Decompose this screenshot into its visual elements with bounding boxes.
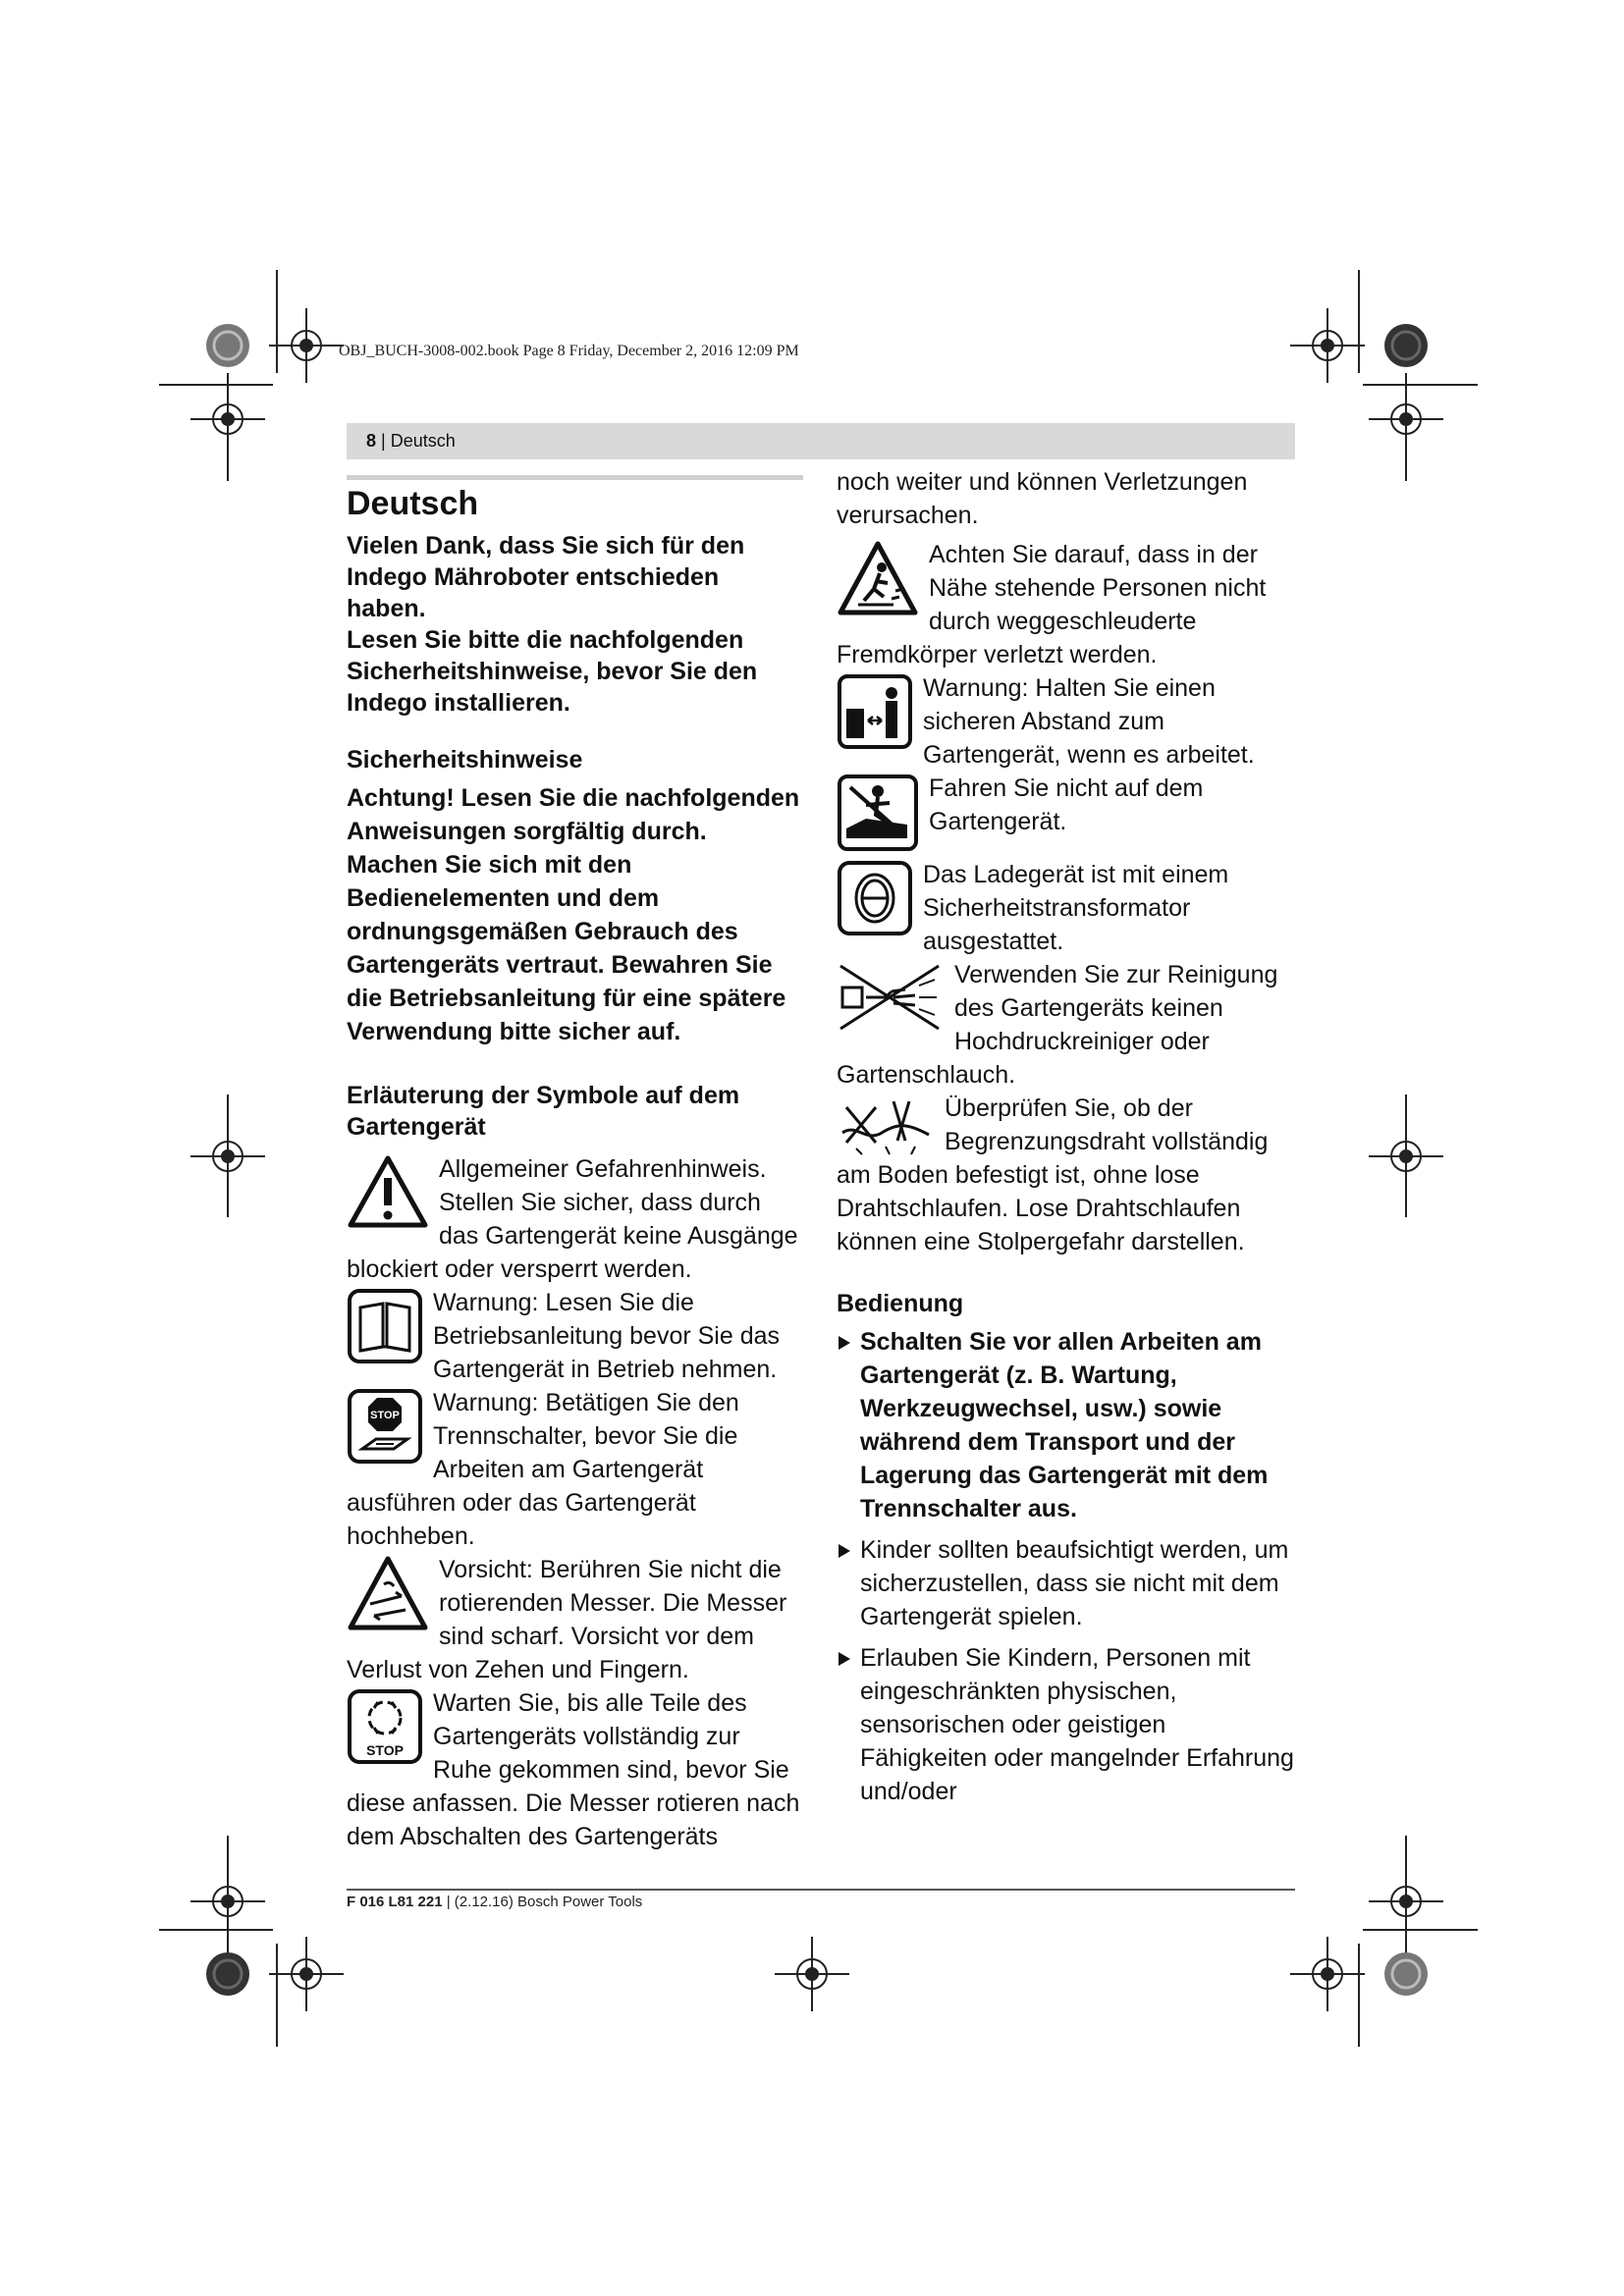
symbol-text: Vorsicht: Berühren Sie nicht die rotierenden Messer. Die Messer sind scharf. Vorsicht vor dem Verlust von Zehen und Fingern. [347, 1556, 787, 1684]
footer-rule [347, 1889, 1295, 1891]
bullet-arrow-icon [839, 1336, 850, 1350]
wait-stop-icon [347, 1688, 423, 1765]
bullet-arrow-icon [839, 1544, 850, 1558]
page-header-separator: | [376, 431, 391, 451]
symbol-text: Überprüfen Sie, ob der Begrenzungsdraht vollständig am Boden befestigt ist, ohne lose Drahtschlaufen. Lose Drahtschlaufen können eine Stolpergefahr darstellen. [837, 1095, 1269, 1255]
intro-thanks: Vielen Dank, dass Sie sich für den Indego Mähroboter entschieden haben. [347, 532, 745, 623]
symbol-text: Warnung: Halten Sie einen sicheren Abstand zum Gartengerät, wenn es arbeitet. [923, 674, 1255, 769]
symbol-entry [837, 1092, 1295, 1258]
symbol-entry [347, 1686, 803, 1853]
operation-bullet [837, 1325, 1295, 1525]
no-riding-icon [837, 774, 919, 852]
page-number: 8 [366, 431, 377, 451]
symbol-entry [347, 1286, 803, 1386]
warning-triangle-icon [347, 1154, 429, 1229]
operation-bullet [837, 1533, 1295, 1633]
operation-bullet [837, 1641, 1295, 1808]
symbol-text: Das Ladegerät ist mit einem Sicherheitstransformator ausgestattet. [923, 861, 1229, 955]
footer-info: | (2.12.16) Bosch Power Tools [442, 1894, 643, 1910]
symbol-entry [347, 1553, 803, 1686]
manual-book-icon [347, 1288, 423, 1364]
symbol-text: Warnung: Lesen Sie die Betriebsanleitung bevor Sie das Gartengerät in Betrieb nehmen. [433, 1289, 781, 1384]
symbol-text: Warnung: Betätigen Sie den Trennschalter, bevor Sie die Arbeiten am Gartengerät ausführen oder das Gartengerät hochheben. [347, 1389, 739, 1551]
safe-distance-icon [837, 673, 913, 750]
stop-switch-icon [347, 1388, 423, 1465]
operation-heading: Bedienung [837, 1290, 964, 1317]
symbol-entry [837, 671, 1295, 772]
svg-text:STOP: STOP [366, 1742, 404, 1759]
page-header-language: Deutsch [390, 431, 456, 451]
thrown-objects-icon [837, 540, 919, 616]
page-footer [347, 1894, 642, 1910]
symbol-text: Verwenden Sie zur Reinigung des Gartengeräts keinen Hochdruckreiniger oder Gartenschlauch. [837, 961, 1278, 1089]
rotating-blade-icon [347, 1555, 429, 1631]
symbol-entry [837, 538, 1295, 671]
symbol-text: Fahren Sie nicht auf dem Gartengerät. [929, 774, 1204, 835]
right-column [837, 465, 1295, 1816]
symbol-entry [347, 1386, 803, 1553]
symbol-text: Achten Sie darauf, dass in der Nähe stehende Personen nicht durch weggeschleuderte Fremdkörper verletzt werden. [837, 541, 1267, 668]
bullet-text: Kinder sollten beaufsichtigt werden, um sicherzustellen, dass sie nicht mit dem Gartengerät spielen. [860, 1536, 1289, 1630]
symbol-entry [837, 958, 1295, 1092]
symbol-entry [837, 772, 1295, 852]
boundary-wire-icon [837, 1094, 935, 1158]
symbol-entry [347, 1152, 803, 1286]
page-header [366, 431, 456, 452]
left-column [347, 465, 803, 1853]
page-title: Deutsch [347, 485, 479, 522]
symbol-text: Allgemeiner Gefahrenhinweis. Stellen Sie sicher, dass durch das Gartengerät keine Ausgänge blockiert oder versperrt werden. [347, 1155, 798, 1284]
section-rule [347, 475, 803, 480]
symbols-heading: Erläuterung der Symbole auf dem Gartengerät [347, 1082, 740, 1142]
bullet-text: Schalten Sie vor allen Arbeiten am Gartengerät (z. B. Wartung, Werkzeugwechsel, usw.) sowie während dem Transport und der Lagerung das Gartengerät mit dem Trennschalter aus. [860, 1328, 1269, 1522]
intro-read-safety: Lesen Sie bitte die nachfolgenden Sicherheitshinweise, bevor Sie den Indego installieren. [347, 626, 758, 718]
svg-text:STOP: STOP [370, 1410, 400, 1422]
no-pressure-washer-icon [837, 960, 945, 1033]
safety-transformer-icon [837, 860, 913, 936]
symbol-entry [837, 858, 1295, 958]
page-header-band [347, 423, 1295, 459]
attention-paragraph: Achtung! Lesen Sie die nachfolgenden Anweisungen sorgfältig durch. Machen Sie sich mit den Bedienelementen und dem ordnungsgemäßen Gebrauch des Gartengeräts vertraut. Bewahren Sie die Betriebsanleitung für eine spätere Verwendung bitte sicher auf. [347, 784, 800, 1046]
print-file-header: OBJ_BUCH-3008-002.book Page 8 Friday, December 2, 2016 12:09 PM [339, 343, 799, 359]
bullet-text: Erlauben Sie Kindern, Personen mit eingeschränkten physischen, sensorischen oder geistigen Fähigkeiten oder mangelnder Erfahrung und/oder [860, 1644, 1294, 1805]
footer-code: F 016 L81 221 [347, 1894, 443, 1910]
symbol-text: Warten Sie, bis alle Teile des Gartengeräts vollständig zur Ruhe gekommen sind, bevor Sie diese anfassen. Die Messer rotieren nach dem Abschalten des Gartengeräts [347, 1689, 800, 1851]
bullet-arrow-icon [839, 1652, 850, 1666]
safety-heading: Sicherheitshinweise [347, 746, 583, 774]
continuation-text: noch weiter und können Verletzungen verursachen. [837, 468, 1248, 529]
